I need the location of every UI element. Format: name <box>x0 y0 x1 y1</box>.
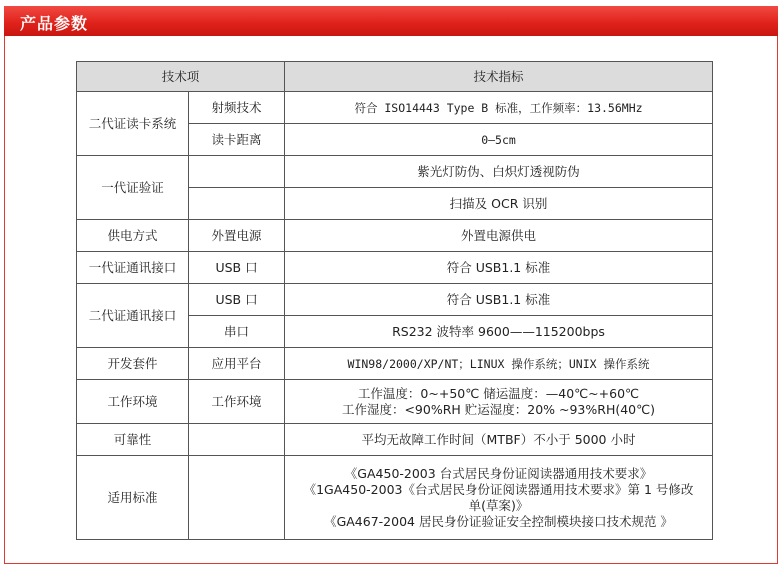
table-row <box>77 380 713 424</box>
section-header <box>4 6 778 36</box>
table-row <box>77 456 713 540</box>
value-ocr: 扫描及 OCR 识别 <box>285 188 713 220</box>
table-header-row <box>77 62 713 92</box>
col-header-item: 技术项 <box>77 62 285 92</box>
value-serial: RS232 波特率 9600——115200bps <box>285 316 713 348</box>
group-standards: 适用标准 <box>77 456 189 540</box>
table-row <box>77 424 713 456</box>
std-line-1: 《GA450-2003 台式居民身份证阅读器通用技术要求》 <box>344 465 653 481</box>
value-environment <box>285 380 713 424</box>
group-id2-reader: 二代证读卡系统 <box>77 92 189 156</box>
group-environment: 工作环境 <box>77 380 189 424</box>
value-power: 外置电源供电 <box>285 220 713 252</box>
value-standards <box>285 456 713 540</box>
table-row <box>77 92 713 124</box>
table-row <box>77 156 713 188</box>
value-id2-usb: 符合 USB1.1 标准 <box>285 284 713 316</box>
group-dev-kit: 开发套件 <box>77 348 189 380</box>
std-line-4: 《GA467-2004 居民身份证验证安全控制模块接口技术规范 》 <box>324 513 673 529</box>
value-platform: WIN98/2000/XP/NT；LINUX 操作系统；UNIX 操作系统 <box>285 348 713 380</box>
value-anticounterfeit: 紫光灯防伪、白炽灯透视防伪 <box>285 156 713 188</box>
value-reliability: 平均无故障工作时间（MTBF）不小于 5000 小时 <box>285 424 713 456</box>
label-power: 外置电源 <box>189 220 285 252</box>
label-serial: 串口 <box>189 316 285 348</box>
table-row <box>77 284 713 316</box>
group-id1-comm: 一代证通讯接口 <box>77 252 189 284</box>
std-line-2: 《1GA450-2003《台式居民身份证阅读器通用技术要求》第 1 号修改 <box>303 481 694 497</box>
table-row <box>77 348 713 380</box>
label-empty <box>189 456 285 540</box>
label-id1-usb: USB 口 <box>189 252 285 284</box>
group-power: 供电方式 <box>77 220 189 252</box>
label-empty <box>189 424 285 456</box>
label-empty <box>189 188 285 220</box>
spec-table <box>76 61 713 540</box>
env-line-1: 工作温度：0~+50℃ 储运温度：—40℃~+60℃ <box>357 385 640 401</box>
label-platform: 应用平台 <box>189 348 285 380</box>
label-empty <box>189 156 285 188</box>
table-row <box>77 252 713 284</box>
label-environment: 工作环境 <box>189 380 285 424</box>
group-id2-comm: 二代证通讯接口 <box>77 284 189 348</box>
section-title: 产品参数 <box>20 14 89 33</box>
label-rf: 射频技术 <box>189 92 285 124</box>
value-id1-usb: 符合 USB1.1 标准 <box>285 252 713 284</box>
label-id2-usb: USB 口 <box>189 284 285 316</box>
value-rf: 符合 ISO14443 Type B 标准，工作频率：13.56MHz <box>285 92 713 124</box>
table-row <box>77 220 713 252</box>
env-line-2: 工作湿度：<90%RH 贮运湿度：20% ~93%RH(40℃) <box>341 401 656 417</box>
value-distance: 0—5cm <box>285 124 713 156</box>
group-reliability: 可靠性 <box>77 424 189 456</box>
std-line-3: 单(草案)》 <box>468 497 529 513</box>
col-header-spec: 技术指标 <box>285 62 713 92</box>
label-distance: 读卡距离 <box>189 124 285 156</box>
group-id1-verify: 一代证验证 <box>77 156 189 220</box>
